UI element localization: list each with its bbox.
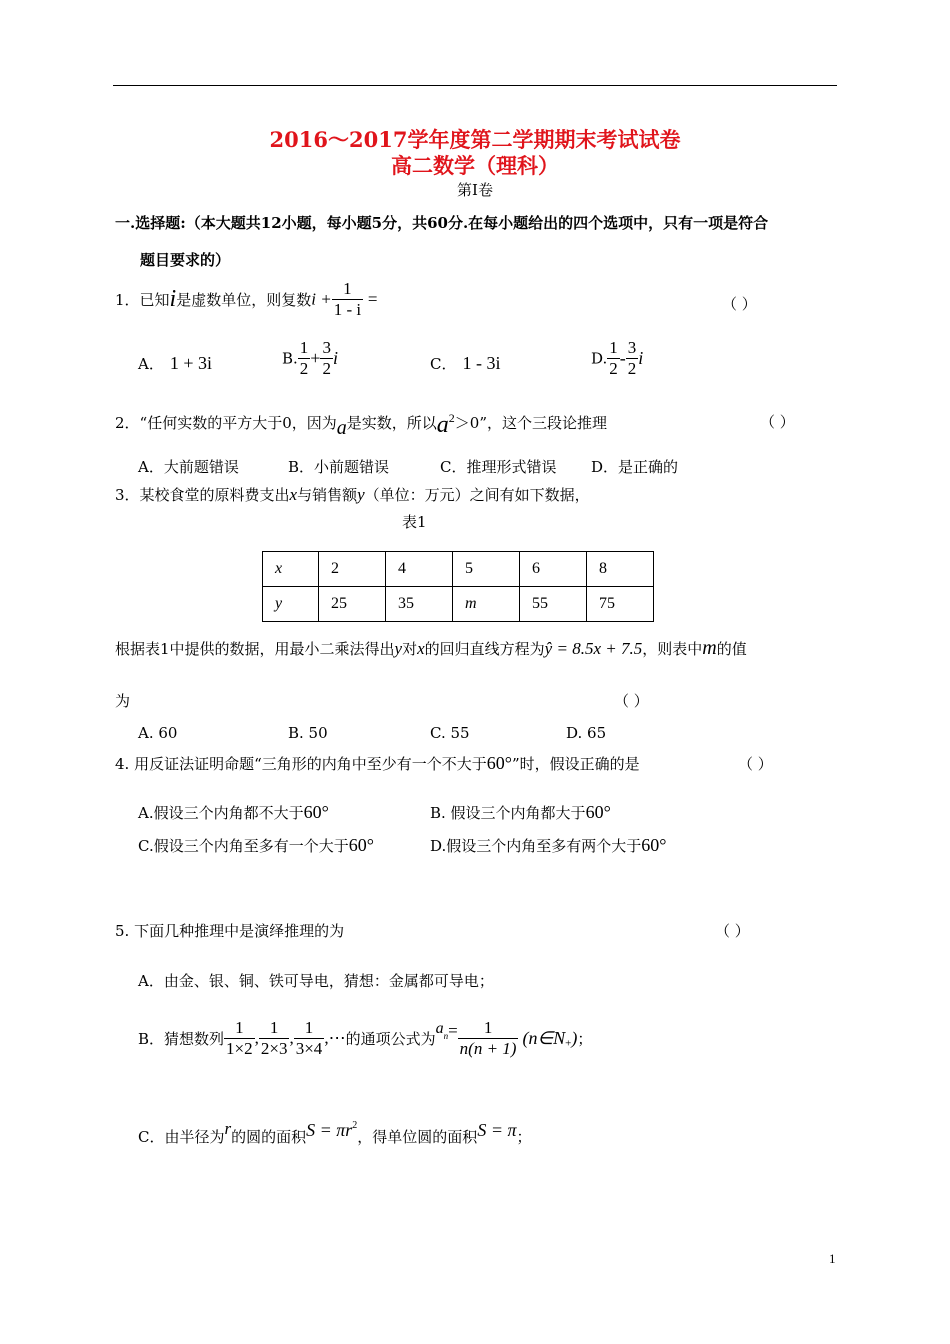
q1-option-b[interactable] xyxy=(282,338,338,379)
table-row xyxy=(263,552,654,587)
q3-equation: ŷ = 8.5x + 7.5 xyxy=(544,639,643,658)
q2-text1: 2．“任何实数的平方大于0，因为 xyxy=(115,414,337,432)
q4-option-a-deg: 60° xyxy=(303,802,329,822)
q5-an-cond: (n∈N xyxy=(522,1028,566,1048)
q5-option-b-text: 的通项公式为 xyxy=(345,1030,436,1048)
q4-text: 4. 用反证法证明命题“三角形的内角中至少有一个不大于 xyxy=(115,755,487,773)
q1-expr-i: i + xyxy=(311,289,332,309)
q1-d-frac1-num: 1 xyxy=(609,338,618,357)
q3-option-c[interactable]: C. 55 xyxy=(430,724,470,742)
q5-seq2-num: 1 xyxy=(269,1018,279,1037)
q1-d-op: - xyxy=(619,348,626,368)
q5-seq-tail: ,⋯ xyxy=(324,1028,346,1048)
q3-var-x2: x xyxy=(417,639,425,658)
q4-option-a[interactable] xyxy=(138,802,329,823)
q2-option-a[interactable]: A．大前题错误 xyxy=(138,458,239,476)
q3-regression-line xyxy=(115,637,747,660)
q5-an-eq: = xyxy=(448,1020,458,1040)
q1-option-c-label: C． xyxy=(430,355,457,373)
q5-option-c[interactable] xyxy=(138,1119,532,1147)
q5-an-cond-sub: + xyxy=(565,1037,572,1050)
q3-option-d[interactable]: D. 65 xyxy=(566,724,607,742)
q1-frac-num: 1 xyxy=(343,279,352,298)
q1-number: 1．已知 xyxy=(115,291,170,309)
q5-area-expr: S = πr xyxy=(306,1120,353,1140)
q1-b-op: + xyxy=(310,348,321,368)
q1-b-frac2-den: 2 xyxy=(322,359,331,378)
q2-answer-paren[interactable]: （ ） xyxy=(760,413,795,431)
table-cell: y xyxy=(263,587,319,622)
q1-d-i: i xyxy=(638,348,644,368)
q3-text4: 根据表1中提供的数据，用最小二乘法得出 xyxy=(115,640,395,658)
q4-answer-paren[interactable]: （ ） xyxy=(738,755,773,773)
section-heading: 一.选择题:（本大题共12小题，每小题5分，共60分.在每小题给出的四个选项中，只有一项是符合 xyxy=(115,214,769,232)
q5-option-c-text3: ，得单位圆的面积 xyxy=(357,1128,478,1146)
q5-option-b-end: ； xyxy=(577,1030,593,1048)
q3-var-y2: y xyxy=(394,639,403,658)
q3-text7: ，则表中 xyxy=(642,640,703,658)
q1-eq: = xyxy=(367,289,378,309)
q5-unit-area: S = π xyxy=(477,1120,517,1140)
q3-var-x: x xyxy=(289,485,298,504)
q1-option-d-label: D. xyxy=(591,349,608,368)
q5-option-b-label: B．猜想数列 xyxy=(138,1030,225,1048)
q1-answer-paren[interactable]: （ ） xyxy=(722,295,757,313)
table-cell: m xyxy=(453,587,520,622)
q5-an: a xyxy=(435,1019,444,1037)
q3-var-m: m xyxy=(702,637,717,659)
q1-text: 是虚数单位，则复数 xyxy=(176,291,312,309)
table-caption: 表1 xyxy=(402,513,427,531)
q4-option-b-deg: 60° xyxy=(585,802,611,822)
q3-text2: 与销售额 xyxy=(297,486,358,504)
q4-option-d-deg: 60° xyxy=(641,835,667,855)
q1-option-d[interactable] xyxy=(591,338,643,379)
section-heading-cont: 题目要求的） xyxy=(140,251,231,269)
q2-option-d[interactable]: D．是正确的 xyxy=(591,458,679,476)
q1-option-a-label: A． xyxy=(138,355,164,373)
q1-b-frac2-num: 3 xyxy=(322,338,331,357)
q3-option-a[interactable]: A. 60 xyxy=(138,724,178,742)
q1-option-c-text: 1 - 3i xyxy=(462,353,501,373)
table-row xyxy=(263,587,654,622)
q1-option-b-label: B. xyxy=(282,349,298,368)
table-cell: 35 xyxy=(386,587,453,622)
table-cell: 5 xyxy=(453,552,520,587)
q5-option-c-text1: C．由半径为 xyxy=(138,1128,225,1146)
q2-var-a: a xyxy=(336,417,347,439)
table-cell: 8 xyxy=(587,552,654,587)
q5-an-cond-end: ) xyxy=(571,1028,578,1048)
q4-option-c[interactable] xyxy=(138,835,374,856)
q4-option-c-text: C.假设三个内角至多有一个大于 xyxy=(138,837,349,855)
table-cell: 75 xyxy=(587,587,654,622)
q3-var-y: y xyxy=(357,485,365,504)
q3-text1: 3．某校食堂的原料费支出 xyxy=(115,486,290,504)
q2-text3: ＞0”，这个三段论推理 xyxy=(454,414,607,432)
q5-an-sub: n xyxy=(443,1030,449,1041)
question-3 xyxy=(115,484,590,505)
q4-option-a-text: A.假设三个内角都不大于 xyxy=(138,804,304,822)
q5-seq3-num: 1 xyxy=(304,1018,314,1037)
q1-option-a-text: 1 + 3i xyxy=(169,353,212,373)
q5-option-c-end: ； xyxy=(516,1128,532,1146)
q3-answer-paren[interactable]: （ ） xyxy=(614,692,649,710)
q2-option-b[interactable]: B．小前题错误 xyxy=(288,458,390,476)
q1-d-frac2-den: 2 xyxy=(627,359,637,378)
table-cell: x xyxy=(263,552,319,587)
q1-d-frac1-den: 2 xyxy=(609,359,618,378)
header-rule xyxy=(113,85,837,86)
table-cell: 2 xyxy=(319,552,386,587)
q1-option-a[interactable] xyxy=(138,353,212,374)
question-4 xyxy=(115,753,640,774)
q5-area-sup: 2 xyxy=(352,1120,358,1131)
question-5: 5. 下面几种推理中是演绎推理的为 xyxy=(115,922,345,940)
q2-option-c[interactable]: C．推理形式错误 xyxy=(440,458,557,476)
q5-option-c-text2: 的圆的面积 xyxy=(231,1128,307,1146)
question-1 xyxy=(115,279,377,320)
q5-seq3-den: 3×4 xyxy=(295,1039,323,1058)
q4-option-b[interactable] xyxy=(430,802,611,823)
q1-frac-den: 1 - i xyxy=(333,300,362,319)
q3-text3: （单位：万元）之间有如下数据， xyxy=(364,486,590,504)
page-number: 1 xyxy=(829,1251,836,1266)
q1-fraction xyxy=(332,279,363,320)
q5-seq2-den: 2×3 xyxy=(260,1039,288,1058)
q3-text6: 的回归直线方程为 xyxy=(424,640,545,658)
exam-subtitle: 高二数学（理科） xyxy=(391,153,559,178)
table-cell: 4 xyxy=(386,552,453,587)
q4-option-b-text: B. 假设三个内角都大于 xyxy=(430,804,586,822)
q4-option-c-deg: 60° xyxy=(348,835,374,855)
question-2 xyxy=(115,408,607,439)
q5-option-b[interactable]: B．猜想数列 $\frac{1}{1\times 2}$ , $\frac{1}{2\times 3}$ , $\frac{1}{3\times 4}$ ,⋯的通项公式为$a_n=$ $\frac{1}{n(n + 1)}$ $(n\in N_+)$； xyxy=(138,1018,593,1058)
table-cell: 55 xyxy=(520,587,587,622)
q1-b-frac1-den: 2 xyxy=(299,359,309,378)
table-cell: 6 xyxy=(520,552,587,587)
q4-option-d[interactable] xyxy=(430,835,666,856)
q4-text2: ”时，假设正确的是 xyxy=(511,755,640,773)
q2-text2: 是实数，所以 xyxy=(346,414,437,432)
volume-label: 第Ⅰ卷 xyxy=(457,181,493,199)
q1-option-c[interactable] xyxy=(430,353,500,374)
q3-text9: 为 xyxy=(115,692,131,710)
q5-seq1-den: 1×2 xyxy=(226,1039,253,1058)
q3-text8: 的值 xyxy=(716,640,747,658)
q5-an-num: 1 xyxy=(483,1018,493,1037)
data-table xyxy=(262,551,654,622)
q4-deg: 60° xyxy=(486,753,512,773)
q3-option-b[interactable]: B. 50 xyxy=(288,724,328,742)
q1-b-frac1-num: 1 xyxy=(299,338,309,357)
q5-an-den: n(n + 1) xyxy=(459,1039,517,1058)
q5-seq1-num: 1 xyxy=(235,1018,244,1037)
q1-d-frac2-num: 3 xyxy=(627,338,637,357)
q3-text5: 对 xyxy=(402,640,418,658)
q4-option-d-text: D.假设三个内角至多有两个大于 xyxy=(430,837,642,855)
exam-title: 2016～2017学年度第二学期期末考试试卷 xyxy=(269,127,681,152)
q5-var-r: r xyxy=(224,1119,232,1138)
table-cell: 25 xyxy=(319,587,386,622)
q1-var-i: i xyxy=(169,286,177,312)
q2-expr-a: a xyxy=(436,412,449,438)
q5-option-a[interactable]: A．由金、银、铜、铁可导电，猜想：金属都可导电； xyxy=(138,972,494,990)
q1-b-i: i xyxy=(332,348,338,368)
q2-sup2: 2 xyxy=(448,411,455,425)
q5-answer-paren[interactable]: （ ） xyxy=(715,922,750,940)
